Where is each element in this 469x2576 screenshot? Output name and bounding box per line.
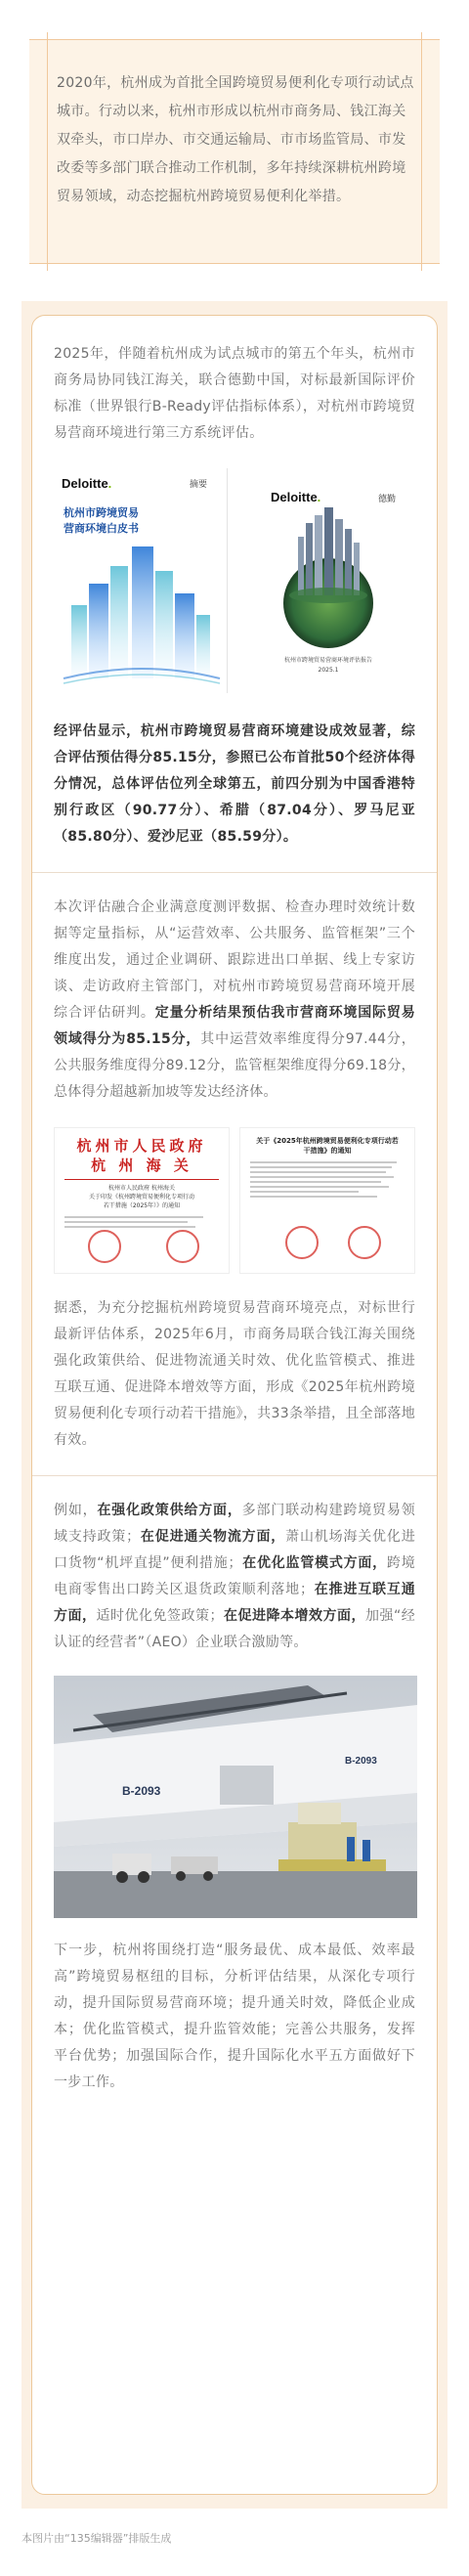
deloitte-logo: Deloitte. — [62, 476, 112, 491]
seal-stamp-icon — [285, 1226, 319, 1259]
doc-issuer: 杭州市人民政府 杭州海关 — [108, 1185, 175, 1192]
cover-title: 杭州市跨境贸易 营商环境白皮书 — [64, 506, 139, 535]
deloitte-logo: Deloitte. — [271, 490, 321, 504]
paragraph-next-steps: 下一步，杭州将围绕打造“服务最优、成本最低、效率最高”跨境贸易枢纽的目标，分析评估结果，从深化专项行动，提升国际贸易营商环境；提升通关时效，降低企业成本；优化监管模式，提升监管效能；完善公共服务，发挥平台优势；加强国际合作，提升国际化水平五方面做好下一步工作。 — [54, 1943, 415, 2090]
doc-title-line1: 关于《2025年杭州跨境贸易便利化专项行动若 — [256, 1137, 399, 1145]
intro-right-rule — [421, 40, 422, 263]
paragraph-examples: 例如，在强化政策供给方面，多部门联动构建跨境贸易领域支持政策；在促进通关物流方面，萧山机场海关优化进口货物“机坪直提”便利措施；在优化监管模式方面，跨境电商零售出口跨关区退货政策顺利落地；在推进互联互通方面，适时优化免签政策；在促进降本增效方面，加强“经认证的经营者”（AEO）企业联合激励等。 — [54, 1503, 416, 1650]
paragraph-measures: 据悉，为充分挖掘杭州跨境贸易营商环境亮点，对标世行最新评估体系，2025年6月，市商务局联合钱江海关围绕强化政策供给、促进物流通关时效、优化监管模式、推进互联互通、促进降本增效等方面，形成《2025年杭州跨境贸易便利化专项行动若干措施》，共33条举措，且全部落地有效。 — [54, 1300, 415, 1448]
editor-footer-note: 本图片由“135编辑器”排版生成 — [21, 2532, 172, 2545]
doc-body-lines — [64, 1216, 219, 1228]
doc-red-rule — [64, 1179, 219, 1180]
article-page — [0, 39, 469, 2565]
seal-stamp-icon — [348, 1226, 381, 1259]
city-skyline-illustration — [54, 468, 228, 693]
doc-header-government: 杭州市人民政府 — [76, 1137, 207, 1155]
cover-footer: 杭州市跨境贸易营商环境评估报告 2025.1 — [283, 657, 372, 674]
intro-bottom-ticks — [47, 263, 422, 271]
paragraph-results: 经评估显示，杭州市跨境贸易营商环境建设成效显著，综合评估预估得分85.15分，参照已公布首批50个经济体得分情况，总体评估位列全球第五，前四分别为中国香港特别行政区（90.77分）、希腊（87.04分）、罗马尼亚（85.80分）、爱沙尼亚（85.59分）。 — [54, 723, 415, 845]
paragraph-background: 2025年，伴随着杭州成为试点城市的第五个年头，杭州市商务局协同钱江海关，联合德勤中国，对标最新国际评价标准（世界银行B-Ready评估指标体系），对杭州市跨境贸易营商环境进行第三方系统评估。 — [54, 346, 415, 441]
intro-box — [29, 39, 440, 264]
cover-tag: 德勤 — [377, 495, 396, 504]
cover-tag: 摘要 — [189, 480, 207, 490]
report-covers[interactable] — [54, 468, 415, 693]
registration-label: B-2093 — [122, 1784, 161, 1798]
report-cover[interactable] — [241, 468, 415, 693]
policy-documents[interactable] — [54, 1127, 415, 1274]
doc-body-lines — [250, 1161, 405, 1198]
intro-top-ticks — [47, 32, 422, 40]
main-card — [31, 315, 438, 2495]
doc-subject-line1: 关于印发《杭州跨境贸易便利化专项行动 — [88, 1194, 194, 1201]
government-notice-document[interactable] — [54, 1127, 230, 1274]
doc-header-customs: 杭 州 海 关 — [91, 1157, 192, 1174]
seal-stamp-icon — [166, 1230, 199, 1263]
whitepaper-cover[interactable] — [54, 468, 228, 693]
seal-stamp-icon — [88, 1230, 121, 1263]
doc-subject-line2: 若干措施（2025年）》的通知 — [103, 1202, 181, 1209]
cargo-plane-photo[interactable] — [54, 1676, 417, 1918]
intro-left-rule — [47, 40, 48, 263]
main-frame — [21, 301, 448, 2509]
paragraph-methodology: 本次评估融合企业满意度测评数据、检查办理时效统计数据等定量指标，从“运营效率、公共服务、监管框架”三个维度出发，通过企业调研、跟踪进出口单据、线上专家访谈、走访政府主管部门，对杭州市跨境贸易营商环境开展综合评估研判。定量分析结果预估我市营商环境国际贸易领域得分为85.15分，其中运营效率维度得分97.44分，公共服务维度得分89.12分，监管框架维度得分69.18分，总体得分超越新加坡等发达经济体。 — [54, 899, 415, 1100]
measures-document[interactable] — [239, 1127, 415, 1274]
registration-label: B-2093 — [345, 1756, 377, 1767]
doc-title-line2: 干措施》的通知 — [303, 1147, 352, 1155]
cargo-plane-illustration — [54, 1676, 417, 1918]
intro-text: 2020年，杭州成为首批全国跨境贸易便利化专项行动试点城市。行动以来，杭州市形成以杭州市商务局、钱江海关双牵头，市口岸办、市交通运输局、市市场监管局、市发改委等多部门联合推动工作机制，多年持续深耕杭州跨境贸易领域，动态挖掘杭州跨境贸易便利化举措。 — [57, 75, 414, 204]
